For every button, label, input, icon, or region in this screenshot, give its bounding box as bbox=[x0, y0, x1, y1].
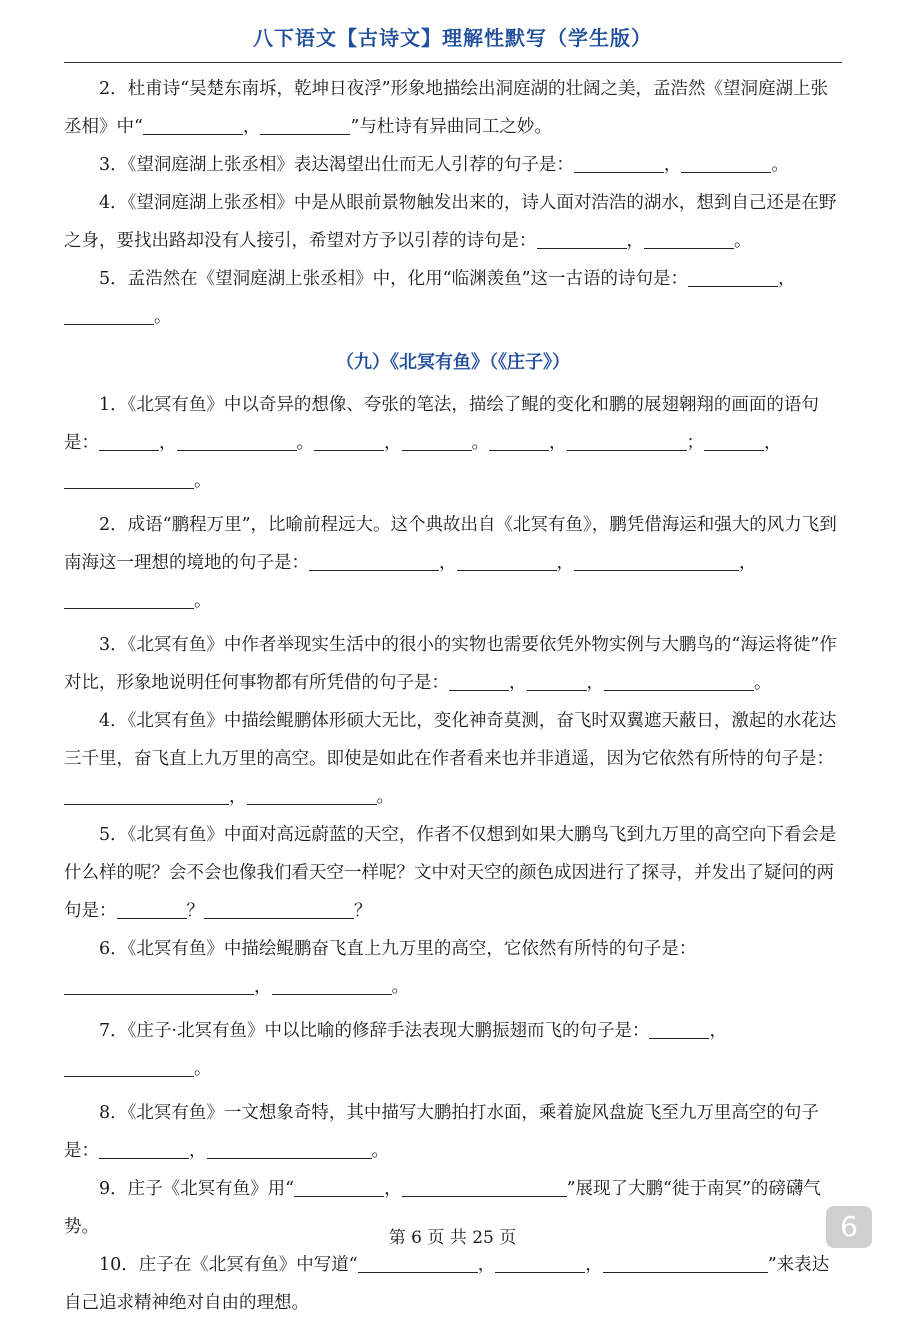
answer-blank[interactable] bbox=[177, 433, 297, 452]
answer-blank[interactable] bbox=[574, 155, 664, 174]
question-2b: 2．成语“鹏程万里”，比喻前程远大。这个典故出自《北冥有鱼》，鹏凭借海运和强大的风力飞到南海这一理想的境地的句子是： ， ， ，。 bbox=[64, 515, 837, 611]
answer-blank[interactable] bbox=[117, 901, 187, 920]
answer-blank[interactable] bbox=[247, 787, 377, 806]
header-rule bbox=[64, 62, 842, 63]
answer-blank[interactable] bbox=[567, 433, 687, 452]
answer-blank[interactable] bbox=[99, 433, 159, 452]
answer-blank[interactable] bbox=[207, 1141, 372, 1160]
question-10b: 10．庄子在《北冥有鱼》中写道“ ， ， ”来表达自己追求精神绝对自由的理想。 bbox=[64, 1255, 830, 1313]
answer-blank[interactable] bbox=[272, 977, 392, 996]
answer-blank[interactable] bbox=[64, 977, 254, 996]
answer-blank[interactable] bbox=[574, 553, 739, 572]
answer-blank[interactable] bbox=[309, 553, 439, 572]
question-4: 4．《望洞庭湖上张丞相》中是从眼前景物触发出来的，诗人面对浩浩的湖水，想到自己还是在野之身，要找出路却没有人接引，希望对方予以引荐的诗句是： ， 。 bbox=[64, 193, 837, 251]
answer-blank[interactable] bbox=[457, 553, 557, 572]
section-title: （九）《北冥有鱼》（《庄子》） bbox=[336, 352, 570, 373]
answer-blank[interactable] bbox=[604, 673, 754, 692]
answer-blank[interactable] bbox=[64, 307, 154, 326]
question-3: 3．《望洞庭湖上张丞相》表达渴望出仕而无人引荐的句子是： ， 。 bbox=[99, 155, 789, 175]
answer-blank[interactable] bbox=[527, 673, 587, 692]
question-1: 1．《北冥有鱼》中以奇异的想像、夸张的笔法，描绘了鲲的变化和鹏的展翅翱翔的画面的语句是： ， 。 ， 。 ， ； ，。 bbox=[64, 395, 819, 491]
answer-blank[interactable] bbox=[204, 901, 354, 920]
answer-blank[interactable] bbox=[644, 231, 734, 250]
answer-blank[interactable] bbox=[64, 471, 194, 490]
answer-blank[interactable] bbox=[143, 117, 243, 136]
answer-blank[interactable] bbox=[402, 433, 472, 452]
answer-blank[interactable] bbox=[449, 673, 509, 692]
question-2: 2．杜甫诗“吴楚东南坼，乾坤日夜浮”形象地描绘出洞庭湖的壮阔之美，孟浩然《望洞庭湖上张丞相》中“ ， ”与杜诗有异曲同工之妙。 bbox=[64, 79, 829, 137]
question-4b: 4．《北冥有鱼》中描绘鲲鹏体形硕大无比，变化神奇莫测，奋飞时双翼遮天蔽日，激起的水花达三千里，奋飞直上九万里的高空。即使是如此在作者看来也并非逍遥，因为它依然有所恃的句子是：， 。 bbox=[64, 711, 837, 807]
question-3b: 3．《北冥有鱼》中作者举现实生活中的很小的实物也需要依凭外物实例与大鹏鸟的“海运将徙”作对比，形象地说明任何事物都有所凭借的句子是： ， ， 。 bbox=[64, 635, 837, 693]
answer-blank[interactable] bbox=[495, 1255, 585, 1274]
answer-blank[interactable] bbox=[294, 1179, 384, 1198]
answer-blank[interactable] bbox=[99, 1141, 189, 1160]
answer-blank[interactable] bbox=[64, 787, 229, 806]
page-number-badge: 6 bbox=[826, 1206, 872, 1248]
question-9b: 9．庄子《北冥有鱼》用“ ， ”展现了大鹏“徙于南冥”的磅礴气势。 bbox=[64, 1179, 821, 1237]
answer-blank[interactable] bbox=[402, 1179, 567, 1198]
answer-blank[interactable] bbox=[358, 1255, 478, 1274]
question-8b: 8．《北冥有鱼》一文想象奇特，其中描写大鹏拍打水面，乘着旋风盘旋飞至九万里高空的句子是： ， 。 bbox=[64, 1103, 819, 1161]
answer-blank[interactable] bbox=[681, 155, 771, 174]
answer-blank[interactable] bbox=[649, 1021, 709, 1040]
question-6b: 6．《北冥有鱼》中描绘鲲鹏奋飞直上九万里的高空，它依然有所恃的句子是：， 。 bbox=[64, 930, 842, 1006]
answer-blank[interactable] bbox=[489, 433, 549, 452]
page-footer: 第 6 页 共 25 页 bbox=[388, 1228, 517, 1248]
question-5b: 5．《北冥有鱼》中面对高远蔚蓝的天空，作者不仅想到如果大鹏鸟飞到九万里的高空向下看会是什么样的呢？会不会也像我们看天空一样呢？文中对天空的颜色成因进行了探寻，并发出了疑问的两句是： ？ ？ bbox=[64, 825, 837, 921]
answer-blank[interactable] bbox=[64, 1059, 194, 1078]
question-5: 5．孟浩然在《望洞庭湖上张丞相》中，化用“临渊羡鱼”这一古语的诗句是： ，。 bbox=[64, 260, 842, 336]
answer-blank[interactable] bbox=[688, 269, 778, 288]
answer-blank[interactable] bbox=[537, 231, 627, 250]
page-header-title: 八下语文【古诗文】理解性默写（学生版） bbox=[253, 26, 652, 50]
answer-blank[interactable] bbox=[314, 433, 384, 452]
question-7b: 7．《庄子·北冥有鱼》中以比喻的修辞手法表现大鹏振翅而飞的句子是： ，。 bbox=[64, 1012, 842, 1088]
answer-blank[interactable] bbox=[64, 591, 194, 610]
answer-blank[interactable] bbox=[704, 433, 764, 452]
answer-blank[interactable] bbox=[260, 117, 350, 136]
document-body bbox=[64, 70, 842, 1322]
answer-blank[interactable] bbox=[603, 1255, 768, 1274]
